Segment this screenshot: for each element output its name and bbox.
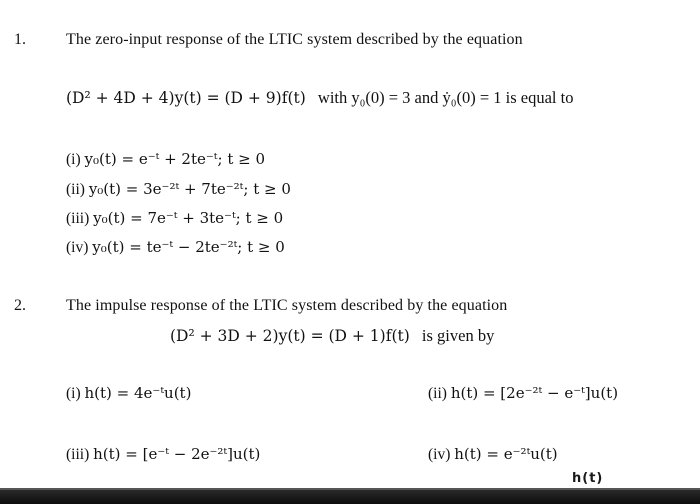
- option-expression: y₀(t) = te⁻ᵗ − 2te⁻²ᵗ; t ≥ 0: [92, 238, 285, 256]
- option-label: (ii): [66, 181, 85, 198]
- option-label: (iii): [66, 210, 90, 227]
- option-expression: y₀(t) = 7e⁻ᵗ + 3te⁻ᵗ; t ≥ 0: [93, 209, 284, 227]
- bottom-bar-highlight: [0, 488, 700, 490]
- option-expression: h(t) = [2e⁻²ᵗ − e⁻ᵗ]u(t): [450, 384, 619, 402]
- question-2-equation-line: [170, 326, 494, 346]
- question-2-option-4: [428, 445, 558, 464]
- option-label: (iv): [66, 239, 89, 256]
- question-1-conditions: with y₀(0) = 3 and ẏ₀(0) = 1 is equal to: [317, 88, 574, 107]
- question-2-suffix: is given by: [421, 326, 495, 345]
- question-2-option-3: [66, 445, 260, 464]
- question-2-option-1: [66, 384, 191, 403]
- question-1-number: 1.: [14, 31, 26, 48]
- bottom-bar: [0, 488, 700, 504]
- question-1-option-3: [66, 209, 283, 228]
- option-label: (ii): [428, 385, 447, 402]
- option-label: (i): [66, 385, 81, 402]
- handwritten-note: h(t): [572, 471, 604, 486]
- option-label: (i): [66, 151, 81, 168]
- question-1-equation-line: [66, 88, 573, 108]
- question-1-option-4: [66, 238, 285, 257]
- question-1-text: The zero-input response of the LTIC system described by the equation: [66, 31, 523, 48]
- question-2-option-2: [428, 384, 618, 403]
- option-expression: h(t) = [e⁻ᵗ − 2e⁻²ᵗ]u(t): [93, 445, 261, 463]
- question-2-text: The impulse response of the LTIC system described by the equation: [66, 297, 508, 314]
- question-2-equation: (D² + 3D + 2)y(t) = (D + 1)f(t): [170, 327, 410, 345]
- question-1-option-2: [66, 180, 291, 199]
- option-expression: h(t) = 4e⁻ᵗu(t): [84, 384, 192, 402]
- question-2-number: 2.: [14, 297, 26, 314]
- option-label: (iii): [66, 446, 90, 463]
- option-expression: h(t) = e⁻²ᵗu(t): [454, 445, 558, 463]
- option-expression: y₀(t) = 3e⁻²ᵗ + 7te⁻²ᵗ; t ≥ 0: [88, 180, 291, 198]
- question-1-equation: (D² + 4D + 4)y(t) = (D + 9)f(t): [66, 89, 306, 107]
- option-label: (iv): [428, 446, 451, 463]
- option-expression: y₀(t) = e⁻ᵗ + 2te⁻ᵗ; t ≥ 0: [84, 150, 265, 168]
- question-1-option-1: [66, 150, 265, 169]
